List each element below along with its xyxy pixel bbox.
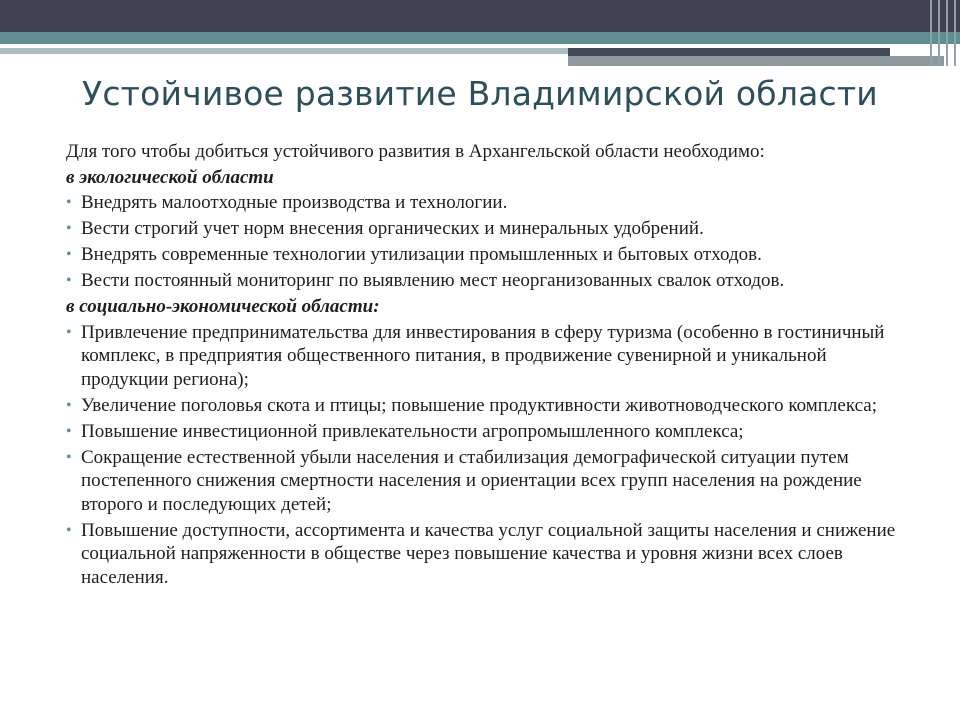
list-item	[66, 217, 906, 241]
list-item	[66, 243, 906, 267]
list-item	[66, 519, 906, 590]
list-item-text: Увеличение поголовья скота и птицы; повышение продуктивности животноводческого комплекса;	[81, 394, 877, 416]
bullet-icon: •	[66, 323, 72, 341]
corner-decoration	[926, 0, 956, 66]
list-item-text: Повышение инвестиционной привлекательности агропромышленного комплекса;	[81, 420, 744, 442]
list-item-text: Внедрять современные технологии утилизации промышленных и бытовых отходов.	[81, 244, 762, 265]
slide-title: Устойчивое развитие Владимирской области	[82, 74, 878, 113]
section-heading-socioeconomic: в социально-экономической области:	[66, 296, 380, 317]
slide-content	[66, 140, 906, 592]
list-item	[66, 269, 906, 293]
section-heading-ecology: в экологической области	[66, 166, 274, 188]
list-item-text: Вести постоянный мониторинг по выявлению мест неорганизованных свалок отходов.	[81, 270, 785, 291]
header-bar	[0, 0, 960, 32]
bullet-icon: •	[66, 521, 72, 539]
intro-text: Для того чтобы добиться устойчивого развития в Архангельской области необходимо:	[66, 141, 765, 162]
list-item	[66, 446, 906, 517]
bullet-icon: •	[66, 272, 72, 289]
bullet-icon: •	[66, 220, 72, 237]
bullet-icon: •	[66, 396, 72, 414]
header-stripe-light	[0, 48, 568, 54]
list-item	[66, 394, 906, 418]
list-item	[66, 420, 906, 444]
list-item	[66, 191, 906, 215]
list-item-text: Внедрять малоотходные производства и технологии.	[81, 192, 508, 213]
bullet-icon: •	[66, 448, 72, 466]
bullet-icon: •	[66, 194, 72, 211]
bullet-icon: •	[66, 422, 72, 440]
list-item-text: Сокращение естественной убыли населения и стабилизация демографической ситуации путем постепенного снижения смертности населения и ориентации всех групп населения на рождение второго и последующих детей;	[81, 446, 862, 515]
list-item	[66, 321, 906, 392]
list-item-text: Привлечение предпринимательства для инвестирования в сферу туризма (особенно в гостиничный комплекс, в предприятия общественного питания, в продвижение сувенирной и уникальной продукции региона);	[81, 321, 885, 390]
list-item-text: Повышение доступности, ассортимента и качества услуг социальной защиты населения и снижение социальной напряженности в обществе через повышение качества и уровня жизни всех слоев населения.	[81, 519, 896, 588]
list-item-text: Вести строгий учет норм внесения органических и минеральных удобрений.	[81, 218, 704, 239]
header-stripe-right-gray	[568, 56, 944, 66]
socioeconomic-list	[66, 321, 906, 590]
header-stripe-right-dark	[568, 48, 890, 56]
header-stripe-teal	[0, 32, 960, 44]
ecology-list	[66, 191, 906, 293]
bullet-icon: •	[66, 246, 72, 263]
